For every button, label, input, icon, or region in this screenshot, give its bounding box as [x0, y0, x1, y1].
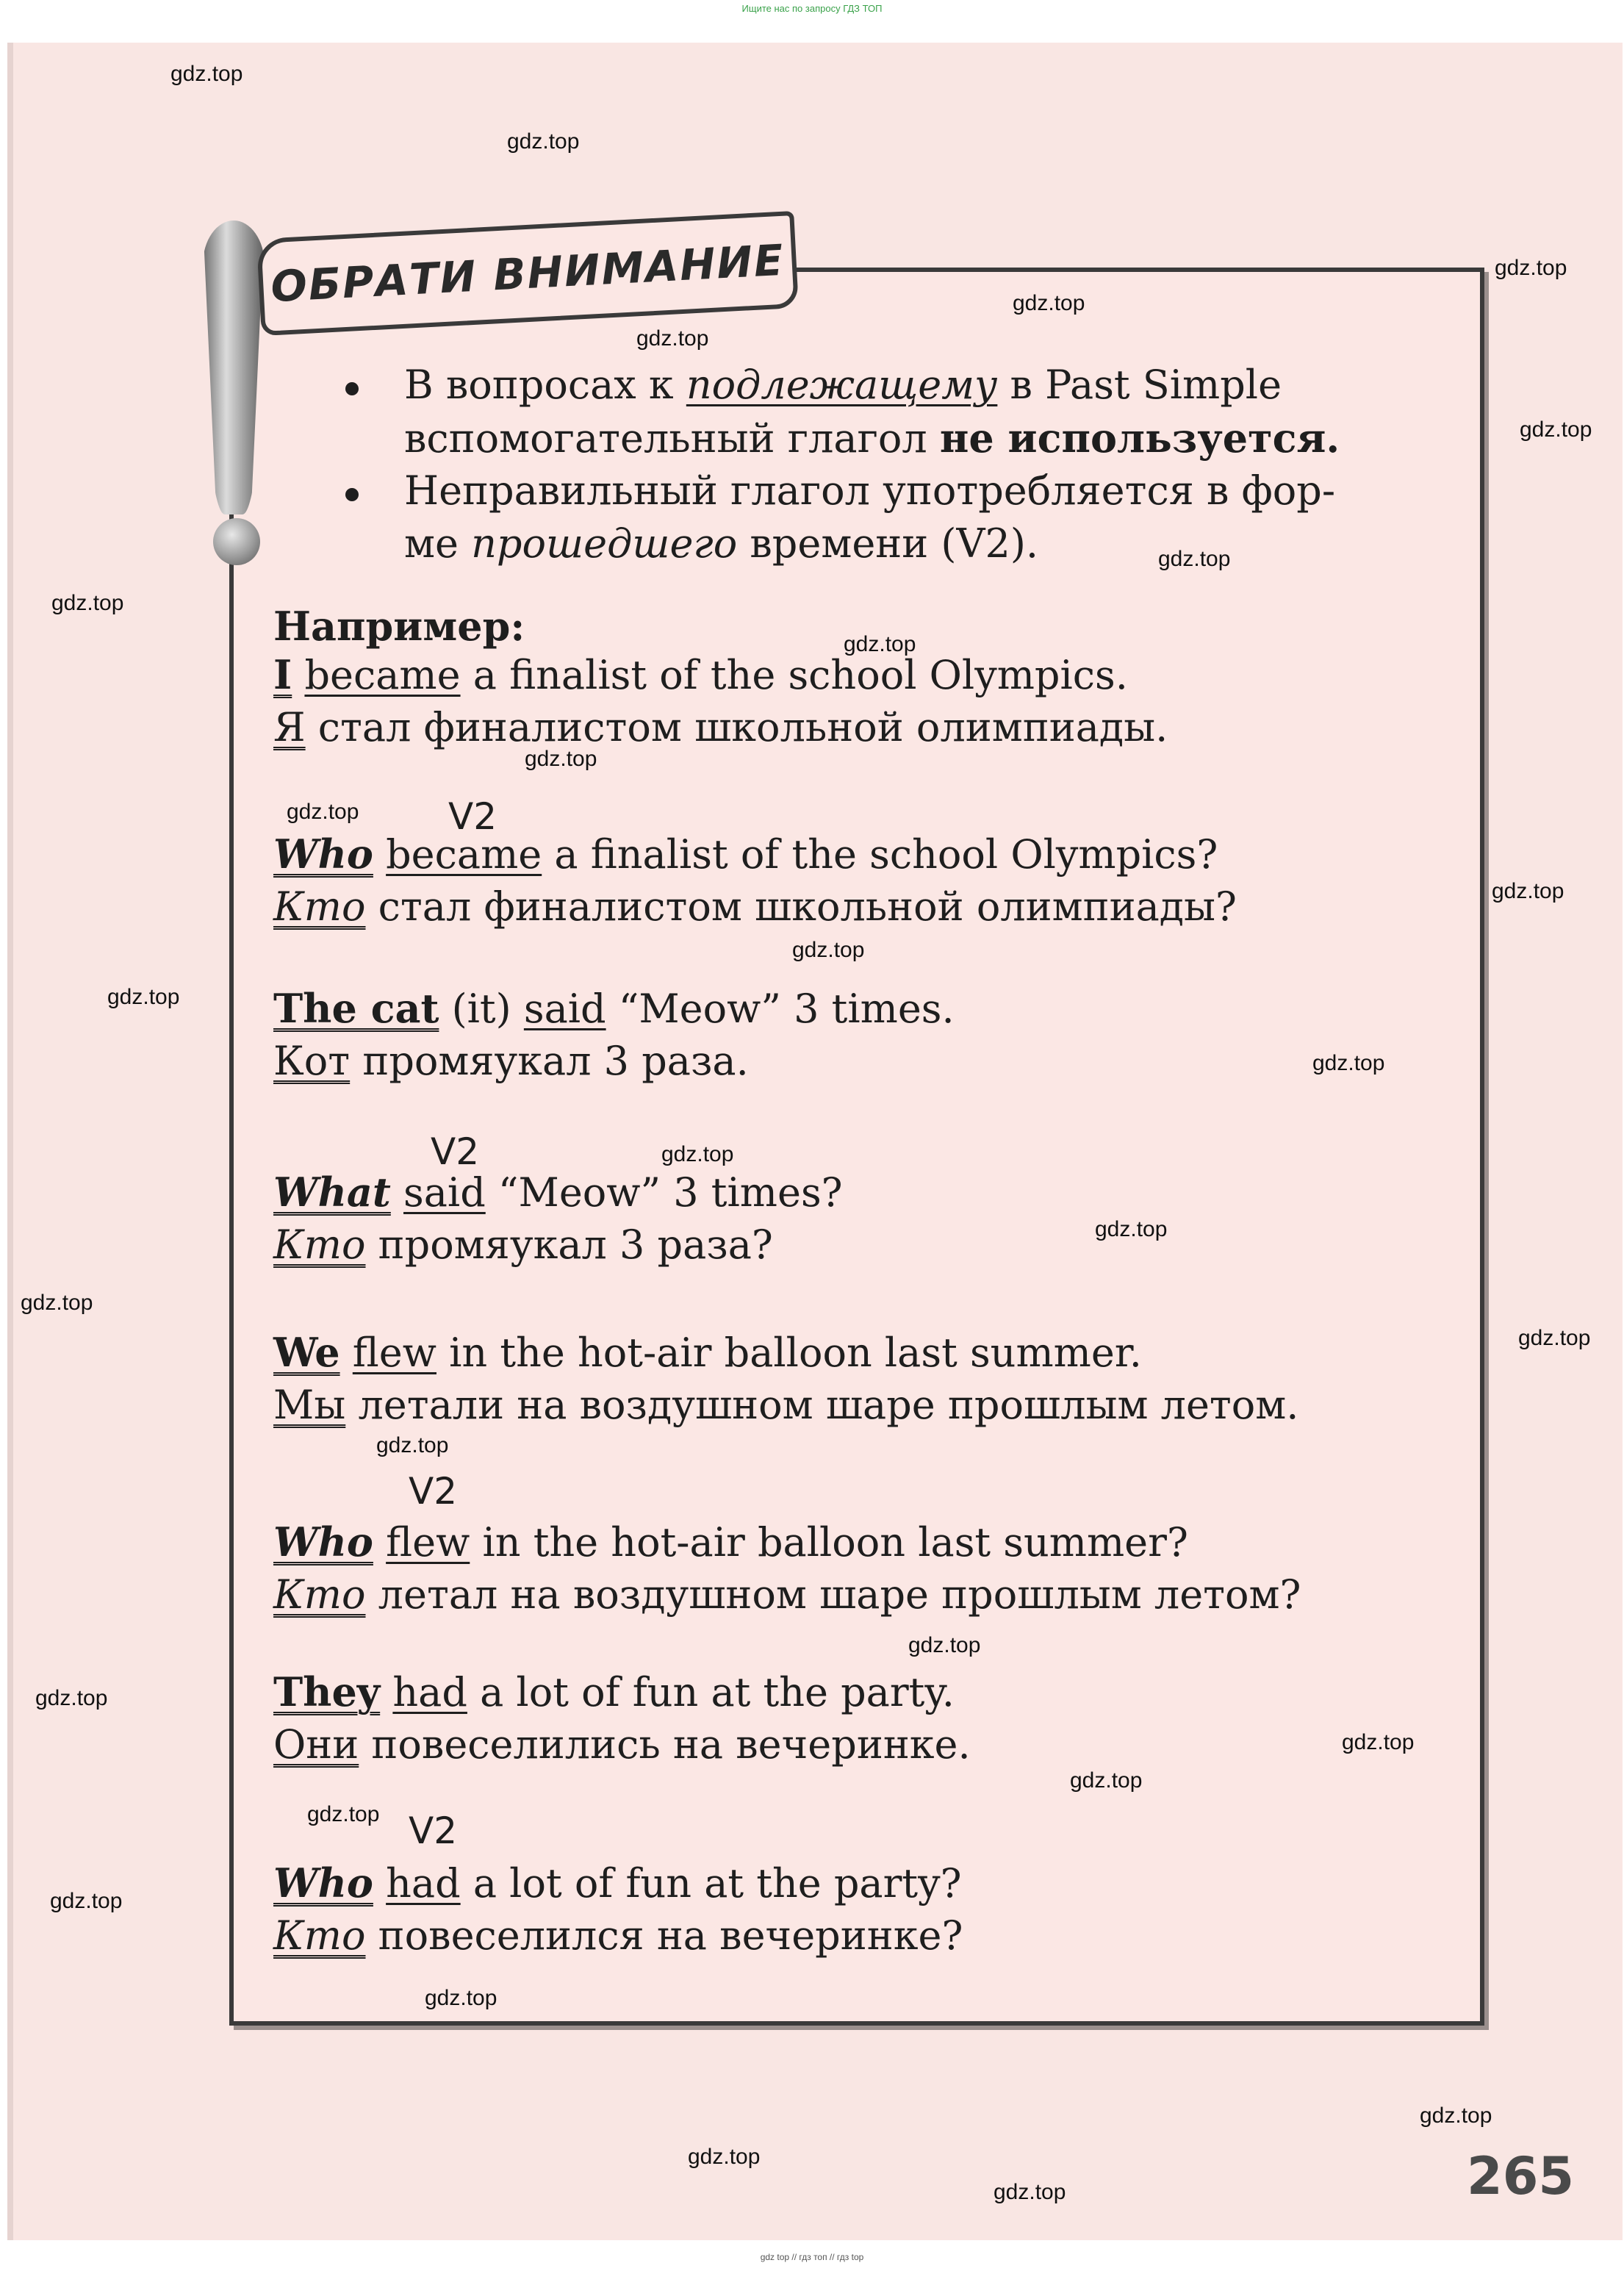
watermark: gdz.top — [425, 1986, 497, 2010]
rule-line-1: В вопросах к подлежащему в Past Simple — [404, 362, 1282, 408]
watermark: gdz.top — [1013, 291, 1085, 315]
example-translation: Я стал финалистом школьной олимпиады. — [273, 704, 1168, 750]
watermark: gdz.top — [170, 62, 243, 86]
watermark: gdz.top — [21, 1291, 93, 1315]
rule-line-3: Неправильный глагол употребляется в фор- — [404, 467, 1336, 514]
attention-title-text: ОБРАТИ ВНИМАНИЕ — [269, 234, 786, 312]
watermark: gdz.top — [1518, 1326, 1591, 1350]
example-sentence: We flew in the hot-air balloon last summer. — [273, 1329, 1142, 1376]
watermark: gdz.top — [908, 1633, 981, 1657]
watermark: gdz.top — [507, 129, 580, 154]
watermark: gdz.top — [1520, 417, 1592, 442]
example-question: Who had a lot of fun at the party? — [273, 1859, 962, 1907]
watermark: gdz.top — [1492, 879, 1564, 903]
example-translation: Мы летали на воздушном шаре прошлым летом. — [273, 1382, 1299, 1428]
bullet-icon — [345, 382, 359, 395]
example-translation: Кто стал финалистом школьной олимпиады? — [273, 883, 1237, 930]
example-sentence: The cat (it) said “Meow” 3 times. — [273, 985, 955, 1032]
watermark: gdz.top — [994, 2180, 1066, 2204]
watermark: gdz.top — [1095, 1217, 1168, 1241]
watermark: gdz.top — [1342, 1730, 1415, 1754]
example-translation: Кот промяукал 3 раза. — [273, 1038, 749, 1084]
top-banner: Ищите нас по запросу ГДЗ ТОП — [741, 3, 883, 14]
example-question: Who became a finalist of the school Olympics? — [273, 831, 1218, 878]
watermark: gdz.top — [661, 1142, 734, 1166]
example-question: What said “Meow” 3 times? — [273, 1169, 843, 1216]
example-sentence: They had a lot of fun at the party. — [273, 1668, 955, 1715]
bullet-icon — [345, 488, 359, 501]
watermark: gdz.top — [688, 2145, 761, 2169]
watermark: gdz.top — [35, 1686, 108, 1710]
watermark: gdz.top — [844, 632, 916, 656]
v2-label: V2 — [431, 1130, 480, 1173]
watermark: gdz.top — [792, 938, 865, 962]
exclamation-dot-icon — [213, 518, 260, 565]
page-number: 265 — [1467, 2146, 1575, 2206]
example-sentence: I became a finalist of the school Olympics. — [273, 651, 1128, 698]
example-label: Например: — [273, 603, 525, 650]
rule-line-4: ме прошедшего времени (V2). — [404, 520, 1039, 567]
watermark: gdz.top — [1420, 2103, 1492, 2128]
watermark: gdz.top — [1070, 1768, 1143, 1793]
watermark: gdz.top — [1312, 1051, 1385, 1075]
example-translation: Кто промяукал 3 раза? — [273, 1222, 773, 1268]
bottom-banner: gdz top // гдз топ // гдз top — [760, 2252, 864, 2262]
watermark: gdz.top — [50, 1889, 123, 1913]
watermark: gdz.top — [307, 1802, 380, 1826]
example-translation: Кто летал на воздушном шаре прошлым летом? — [273, 1571, 1301, 1618]
watermark: gdz.top — [287, 800, 359, 824]
example-translation: Они повеселились на вечеринке. — [273, 1721, 971, 1768]
watermark: gdz.top — [525, 747, 597, 771]
watermark: gdz.top — [51, 591, 124, 615]
rule-line-2: вспомогательный глагол не используется. — [404, 415, 1340, 462]
v2-label: V2 — [409, 1809, 458, 1852]
v2-label: V2 — [448, 795, 497, 838]
watermark: gdz.top — [376, 1433, 449, 1457]
watermark: gdz.top — [1158, 547, 1231, 571]
example-translation: Кто повеселился на вечеринке? — [273, 1912, 963, 1959]
watermark: gdz.top — [636, 326, 709, 351]
watermark: gdz.top — [1495, 256, 1567, 280]
watermark: gdz.top — [107, 985, 180, 1009]
v2-label: V2 — [409, 1470, 458, 1513]
example-question: Who flew in the hot-air balloon last summer? — [273, 1518, 1188, 1565]
